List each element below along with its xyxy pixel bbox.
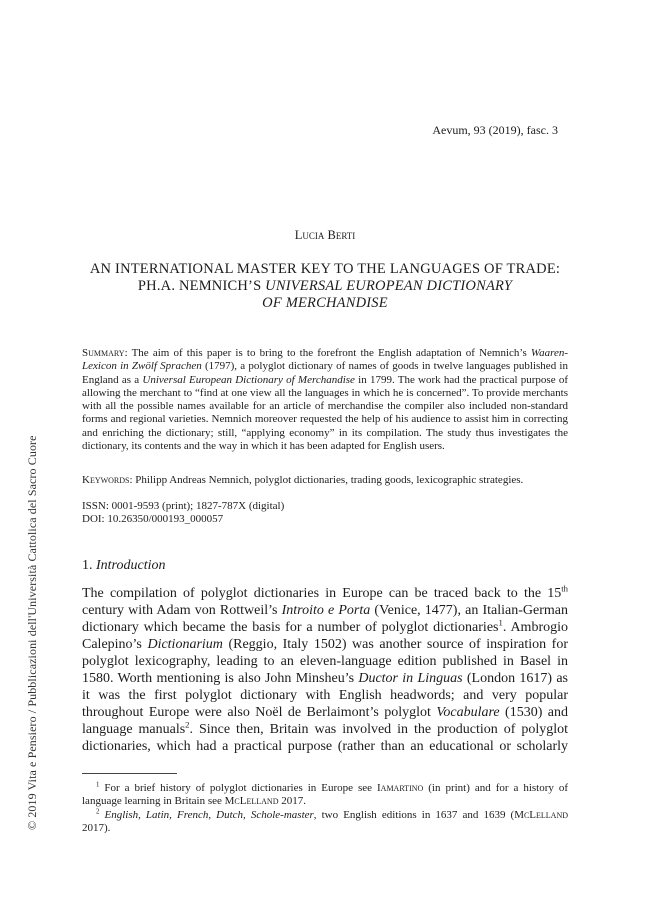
author-name: Lucia Berti (294, 228, 356, 242)
title-line-3 (80, 295, 570, 312)
footnote-author: Iamartino (377, 782, 424, 794)
summary-text: (1797), a polyglot dictionary of names of goods in twelve languages published in England as a (82, 360, 568, 386)
footnote-author: McLelland (514, 808, 569, 821)
body-italic: Dictionarium (147, 637, 223, 652)
footnote-1 (82, 782, 568, 809)
journal-reference: Aevum, 93 (2019), fasc. 3 (432, 123, 558, 137)
title-line-2-italic: UNIVERSAL EUROPEAN DICTIONARY (265, 278, 513, 294)
footnote-number: 1 (96, 781, 100, 789)
keywords-label: Keywords (82, 474, 130, 486)
copyright-side-note: © 2019 Vita e Pensiero / Pubblicazioni dell'Università Cattolica del Sacro Cuore (25, 435, 39, 830)
footnotes (82, 782, 568, 835)
title-line-2 (80, 278, 570, 295)
section-heading (82, 558, 165, 574)
body-text: The compilation of polyglot dictionaries in Europe can be traced back to the 15 (82, 586, 562, 601)
footnote-divider (82, 773, 177, 774)
section-number: 1. (82, 558, 96, 573)
footnote-text: 2017. (278, 795, 306, 808)
footnote-number: 2 (96, 807, 100, 815)
footnote-ref-1: 1 (498, 617, 503, 628)
body-text: (Venice, 1477), an Italian-German dictionary which became the basis for a number of polyglot dictionaries (82, 603, 568, 635)
summary-italic-title: Waaren-Lexicon in Zwölf Sprachen (82, 347, 568, 373)
keywords (82, 474, 568, 487)
summary-italic-title: Universal European Dictionary of Merchandise (142, 373, 355, 386)
section-title: Introduction (96, 558, 166, 573)
footnote-author: McLelland (224, 795, 279, 808)
body-text: (Reggio, Italy 1502) was another source of inspiration for polyglot lexicography, leading to an eleven-language edition published in Basel in 1580. Worth mentioning is also John Minsheu’s (82, 637, 568, 686)
body-text: . Ambrogio Calepino’s (82, 620, 568, 652)
footnote-italic: English, Latin, French, Dutch, Schole-master (104, 808, 314, 821)
summary-label: Summary (82, 347, 125, 359)
body-text: (1530) and language manuals (82, 705, 568, 737)
issn: ISSN: 0001-9593 (print); 1827-787X (digital) (82, 500, 285, 512)
body-text: . Since then, Britain was involved in the production of polyglot dictionaries, which had a practical purpose (rather than an educational or scholarly (82, 722, 568, 754)
superscript: th (561, 583, 568, 594)
doi: DOI: 10.26350/000193_000057 (82, 513, 224, 526)
footnote-2 (82, 809, 568, 836)
article-title (80, 261, 570, 312)
body-paragraph (82, 585, 568, 755)
summary-text: : The aim of this paper is to bring to the forefront the English adaptation of Nemnich’s (124, 347, 531, 359)
body-italic: Ductor in Linguas (358, 671, 463, 686)
title-line-3-italic: OF MERCHANDISE (262, 295, 388, 311)
footnote-text: 2017). (82, 821, 111, 834)
identifiers (82, 500, 284, 527)
footnote-text: (in print) and for a history of language learning in Britain see (82, 782, 569, 808)
footnote-ref-2: 2 (185, 719, 190, 730)
body-italic: Vocabulare (436, 705, 500, 720)
keywords-text: : Philipp Andreas Nemnich, polyglot dictionaries, trading goods, lexicographic strategies. (129, 474, 524, 486)
title-line-1: AN INTERNATIONAL MASTER KEY TO THE LANGUAGES OF TRADE: (89, 261, 561, 277)
title-line-2-plain: PH.A. NEMNICH’S (137, 278, 266, 294)
body-text: (London 1617) as it was the first polyglot dictionary with English headwords; and very popular throughout Europe were also Noël de Berlaimont’s polyglot (82, 671, 568, 720)
body-italic: Introito e Porta (281, 603, 371, 618)
body-text: century with Adam von Rottweil’s (82, 603, 282, 618)
summary-text: in 1799. The work had the practical purpose of allowing the merchant to “find at one view all the languages in which he is concerned”. To provide merchants with all the possible names available for an article of merchandise the compiler also included non-standard forms and regional varieties. Nemnich moreover requested the help of his audience to assist him in correcting and enriching the dictionary; still, “applying economy” in its compilation. The study thus investigates the dictionary, its contents and the way in which it has been adapted for English users. (82, 373, 568, 453)
summary-abstract (82, 347, 568, 453)
footnote-text: For a brief history of polyglot dictionaries in Europe see (99, 782, 377, 794)
footnote-text: , two English editions in 1637 and 1639 ( (313, 808, 515, 821)
